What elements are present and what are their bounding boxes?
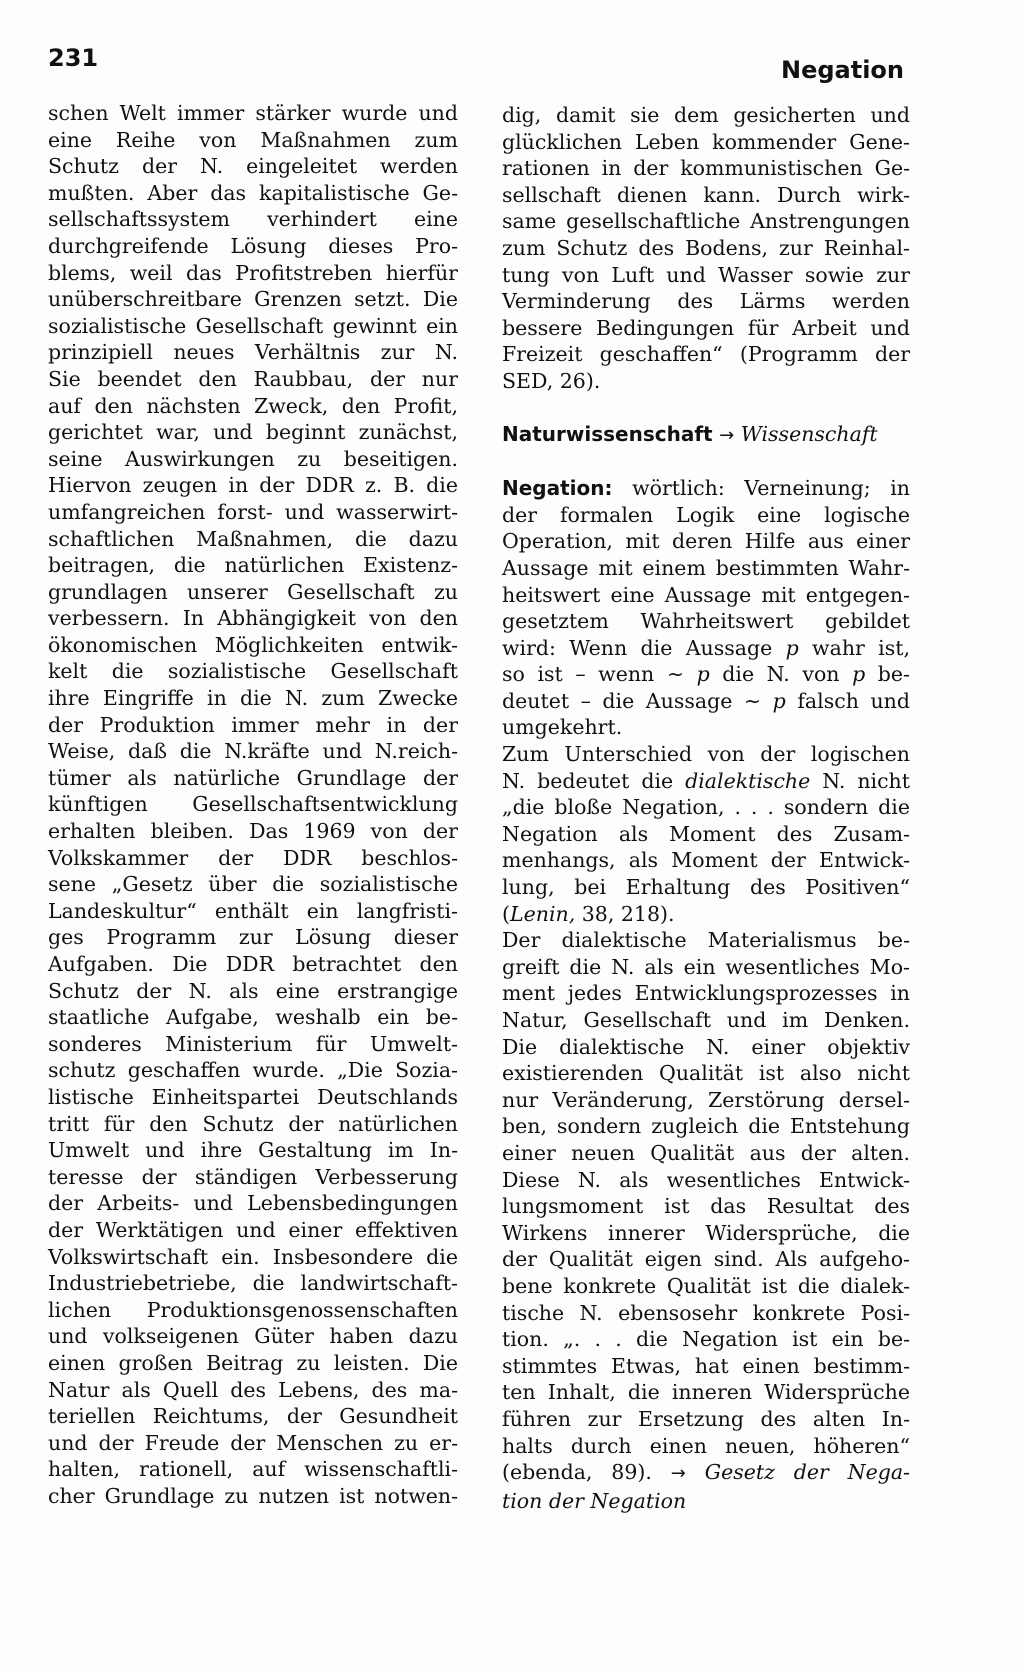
text-line: der formalen Logik eine logische (502, 502, 910, 527)
text-line: seine Auswirkungen zu beseitigen. (48, 446, 458, 471)
text-line: Zum Unterschied von der logischen (502, 742, 910, 767)
text-line: Die dialektische N. einer objektiv (502, 1034, 910, 1059)
text-line: erhalten bleiben. Das 1969 von der (48, 819, 458, 844)
text-line: Natur als Quell des Lebens, des ma- (48, 1377, 458, 1402)
text-line: tion. „. . . die Negation ist ein be- (502, 1327, 910, 1352)
text-line: einer neuen Qualität aus der alten. (502, 1140, 910, 1165)
text-line: Volkswirtschaft ein. Insbesondere die (48, 1244, 458, 1269)
entry-naturwissenschaft (502, 421, 910, 450)
text-line: Negation als Moment des Zusam- (502, 821, 910, 846)
variable-p: p (785, 635, 799, 660)
text-line: schutz geschaffen wurde. „Die Sozia- (48, 1058, 458, 1083)
text-line: Wirkens innerer Widersprüche, die (502, 1220, 910, 1245)
formula-line: wird: Wenn die Aussage p wahr ist, (502, 635, 910, 660)
entry-term: Naturwissenschaft (502, 421, 713, 446)
text-line: schaftlichen Maßnahmen, die dazu (48, 526, 458, 551)
text-line: zum Schutz des Bodens, zur Reinhal- (502, 235, 910, 260)
text-line: same gesellschaftliche Anstrengungen (502, 209, 910, 234)
text-line: lung, bei Erhaltung des Positiven“ (502, 875, 910, 900)
text-line: teriellen Reichtums, der Gesundheit (48, 1404, 458, 1429)
text-line: sellschaftssystem verhindert eine (48, 207, 458, 232)
text-line: verbessern. In Abhängigkeit von den (48, 606, 458, 631)
text-line: existierenden Qualität ist also nicht (502, 1061, 910, 1086)
text-line: tische N. ebensosehr konkrete Posi- (502, 1300, 910, 1325)
text-line: tung von Luft und Wasser sowie zur (502, 262, 910, 287)
text-line: beitragen, die natürlichen Existenz- (48, 553, 458, 578)
variable-p: p (852, 662, 866, 687)
text-line: führen zur Ersetzung des alten In- (502, 1406, 910, 1431)
text-line: tümer als natürliche Grundlage der (48, 765, 458, 790)
variable-p: p (696, 662, 710, 687)
text-line: gerichtet war, und beginnt zunächst, (48, 420, 458, 445)
text-line: Volkskammer der DDR beschlos- (48, 845, 458, 870)
text-line: Umwelt und ihre Gestaltung im In- (48, 1138, 458, 1163)
text-line: künftigen Gesellschaftsentwicklung (48, 792, 458, 817)
text-line: lichen Produktionsgenossenschaften (48, 1297, 458, 1322)
text-line: halts durch einen neuen, höheren“ (502, 1433, 910, 1458)
text-line: Der dialektische Materialismus be- (502, 928, 910, 953)
variable-p: p (772, 688, 786, 713)
text-line: mußten. Aber das kapitalistische Ge- (48, 180, 458, 205)
text-line: Industriebetriebe, die landwirtschaft- (48, 1271, 458, 1296)
emphasis: dialektische (685, 768, 811, 793)
text-line: listische Einheitspartei Deutschlands (48, 1084, 458, 1109)
text-line: Aussage mit einem bestimmten Wahr- (502, 555, 910, 580)
text-line: einen großen Beitrag zu leisten. Die (48, 1350, 458, 1375)
text-line: menhangs, als Moment der Entwick- (502, 848, 910, 873)
entry-term: Negation: (502, 476, 613, 501)
text-line: und volkseigenen Güter haben dazu (48, 1324, 458, 1349)
text-line: halten, rationell, auf wissenschaftli- (48, 1457, 458, 1482)
text-line: Hiervon zeugen in der DDR z. B. die (48, 473, 458, 498)
text-line: rationen in der kommunistischen Ge- (502, 156, 910, 181)
text-line: Operation, mit deren Hilfe aus einer (502, 529, 910, 554)
text-line: prinzipiell neues Verhältnis zur N. (48, 340, 458, 365)
text-line: Schutz der N. eingeleitet werden (48, 154, 458, 179)
text-line: stimmtes Etwas, hat einen bestimm- (502, 1353, 910, 1378)
text-line: N. bedeutet die dialektische N. nicht (502, 768, 911, 793)
text-line: greift die N. als ein wesentliches Mo- (502, 954, 910, 979)
text-line: staatliche Aufgabe, weshalb ein be- (48, 1005, 458, 1030)
text-line: Schutz der N. als eine erstrangige (48, 978, 458, 1003)
text-line: sonderes Ministerium für Umwelt- (48, 1031, 458, 1056)
text-line: Natur, Gesellschaft und im Denken. (502, 1008, 910, 1032)
text-line: umgekehrt. (502, 715, 623, 740)
text-line: auf den nächsten Zweck, den Profit, (48, 393, 458, 418)
text-line: bene konkrete Qualität ist die dialek- (502, 1273, 910, 1298)
left-column (48, 100, 458, 1509)
cross-reference-arrow-icon: → (719, 424, 735, 446)
text-line: der Produktion immer mehr in der (48, 712, 458, 737)
citation-author: Lenin, (510, 901, 576, 926)
text-line: Landeskultur“ enthält ein langfristi- (48, 898, 458, 923)
text-line: Diese N. als wesentliches Entwick- (502, 1167, 910, 1192)
entry-negation-headline: Negation: wörtlich: Verneinung; in (502, 476, 910, 501)
text-line: cher Grundlage zu nutzen ist notwen- (48, 1483, 458, 1508)
text-line: ment jedes Entwicklungsprozesses in (502, 981, 910, 1006)
right-column (502, 102, 910, 1514)
text-line: glücklichen Leben kommender Gene- (502, 129, 910, 154)
cross-reference-line (502, 1488, 910, 1515)
text-line: „die bloße Negation, . . . sondern die (502, 795, 910, 820)
formula-line: so ist – wenn ∼ p die N. von p be- (502, 662, 910, 687)
cross-reference-link[interactable]: Gesetz der Nega- (685, 1460, 910, 1485)
text-line: ökonomischen Möglichkeiten entwik- (48, 632, 458, 657)
text-line: Weise, daß die N.kräfte und N.reich- (48, 739, 458, 764)
formula-line: deutet – die Aussage ∼ p falsch und (502, 688, 910, 713)
text-line: sene „Gesetz über die sozialistische (48, 872, 458, 897)
text-line: Verminderung des Lärms werden (502, 289, 910, 314)
cross-reference-arrow-icon: → (670, 1463, 686, 1485)
text-line: sozialistische Gesellschaft gewinnt ein (48, 313, 458, 338)
text-line: tritt für den Schutz der natürlichen (48, 1111, 458, 1136)
text-line: ges Programm zur Lösung dieser (48, 925, 458, 950)
page-number: 231 (48, 44, 99, 72)
text-line: kelt die sozialistische Gesellschaft (48, 659, 458, 684)
text-line: sellschaft dienen kann. Durch wirk- (502, 182, 910, 207)
text-line: unüberschreitbare Grenzen setzt. Die (48, 287, 458, 312)
text-line: SED, 26). (502, 368, 601, 393)
text-line: durchgreifende Lösung dieses Pro- (48, 233, 458, 258)
text-line: Aufgaben. Die DDR betrachtet den (48, 952, 458, 976)
text-line: der Arbeits- und Lebensbedingungen (48, 1191, 458, 1216)
text-line: dig, damit sie dem gesicherten und (502, 103, 910, 127)
text-line: schen Welt immer stärker wurde und (48, 101, 458, 125)
text-line: und der Freude der Menschen zu er- (48, 1430, 458, 1455)
text-line: teresse der ständigen Verbesserung (48, 1164, 458, 1189)
text-line: Freizeit geschaffen“ (Programm der (502, 342, 910, 367)
cross-reference-link[interactable]: tion der Negation (502, 1488, 687, 1513)
running-head: Negation (780, 56, 904, 84)
citation: (Lenin, 38, 218). (502, 901, 675, 926)
text-line: heitswert eine Aussage mit entgegen- (502, 582, 910, 607)
text-line: der Werktätigen und einer effektiven (48, 1217, 458, 1242)
cross-reference-link[interactable]: Wissenschaft (740, 421, 878, 446)
text-line: Sie beendet den Raubbau, der nur (48, 366, 458, 391)
cross-reference-line: (ebenda, 89). → Gesetz der Nega- (502, 1460, 910, 1485)
text-line: eine Reihe von Maßnahmen zum (48, 127, 458, 152)
text-line: nur Veränderung, Zerstörung dersel- (502, 1087, 910, 1112)
text-line: grundlagen unserer Gesellschaft zu (48, 579, 458, 604)
text-line: blems, weil das Profitstreben hierfür (48, 260, 458, 285)
text-line: gesetztem Wahrheitswert gebildet (502, 609, 910, 634)
text-line: umfangreichen forst- und wasserwirt- (48, 499, 458, 524)
text-line: ben, sondern zugleich die Entstehung (502, 1114, 910, 1139)
text-line: der Qualität eigen sind. Als aufgeho- (502, 1247, 910, 1272)
text-line: bessere Bedingungen für Arbeit und (502, 315, 910, 340)
text-line: ten Inhalt, die inneren Widersprüche (502, 1380, 910, 1405)
text-line: lungsmoment ist das Resultat des (502, 1194, 910, 1219)
text-line: ihre Eingriffe in die N. zum Zwecke (48, 686, 458, 711)
